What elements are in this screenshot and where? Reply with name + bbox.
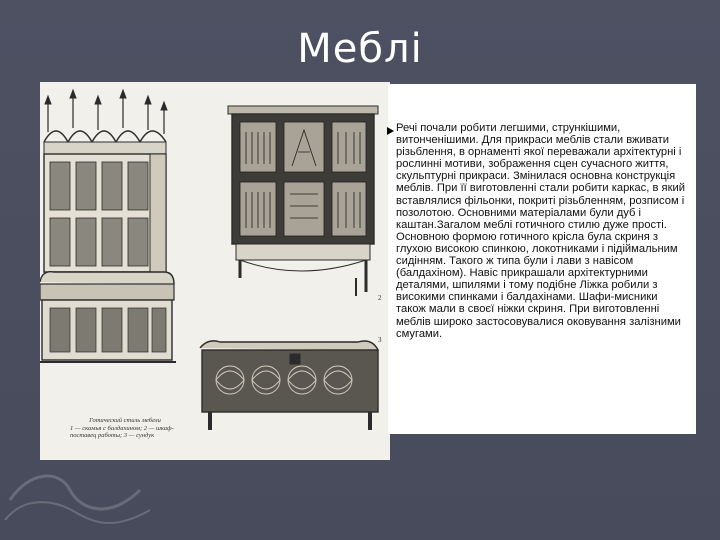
caption-text: 1 — скамья с балдахином; 2 — шкаф-поставец работы; 3 — сундук <box>70 424 174 439</box>
body-paragraph: Речі почали робити легшими, стрункішими, витонченішими. Для прикраси меблів стали вживати різьблення, в орнаменті якої переважали архітектурні і рослинні мотиви, зображення сцен сучасного життя, скульптурні прикраси. Змінилася основна конструкція меблів. При її виготовленні стали робити каркас, в який вставлялися фільонки, покриті різьбленням, розписом і позолотою. Основними матеріалами були дуб і каштан.Загалом меблі готичного стилю дуже прості. Основною формою готичного крісла була скриня з глухою високою спинкою, локотниками і підіймальним сидінням. Такого ж типа були і лави з навісом (балдахіном). Навіс прикрашали архітектурними деталями, шпилями і тому подібне Ліжка робили з високими спинками і балдахінами. Шафи-мисники також мали в своєї ніжки скриня. При виготовленні меблів широко застосовувалися оковування залізними смугами. <box>396 122 685 340</box>
triangle-bullet-icon <box>387 127 394 135</box>
figure-number-3: 3 <box>378 336 382 344</box>
canopy-bench-drawing <box>40 90 176 362</box>
slide-title: Меблі <box>297 26 423 72</box>
chest-drawing <box>200 341 378 430</box>
cupboard-drawing <box>228 106 378 296</box>
gothic-furniture-illustration <box>40 82 390 460</box>
caption-title: Готический стиль мебели <box>89 417 161 424</box>
figure-number-2: 2 <box>378 294 382 302</box>
furniture-engraving-icon <box>40 82 390 460</box>
body-text-panel <box>388 84 696 434</box>
illustration-caption <box>70 417 180 440</box>
